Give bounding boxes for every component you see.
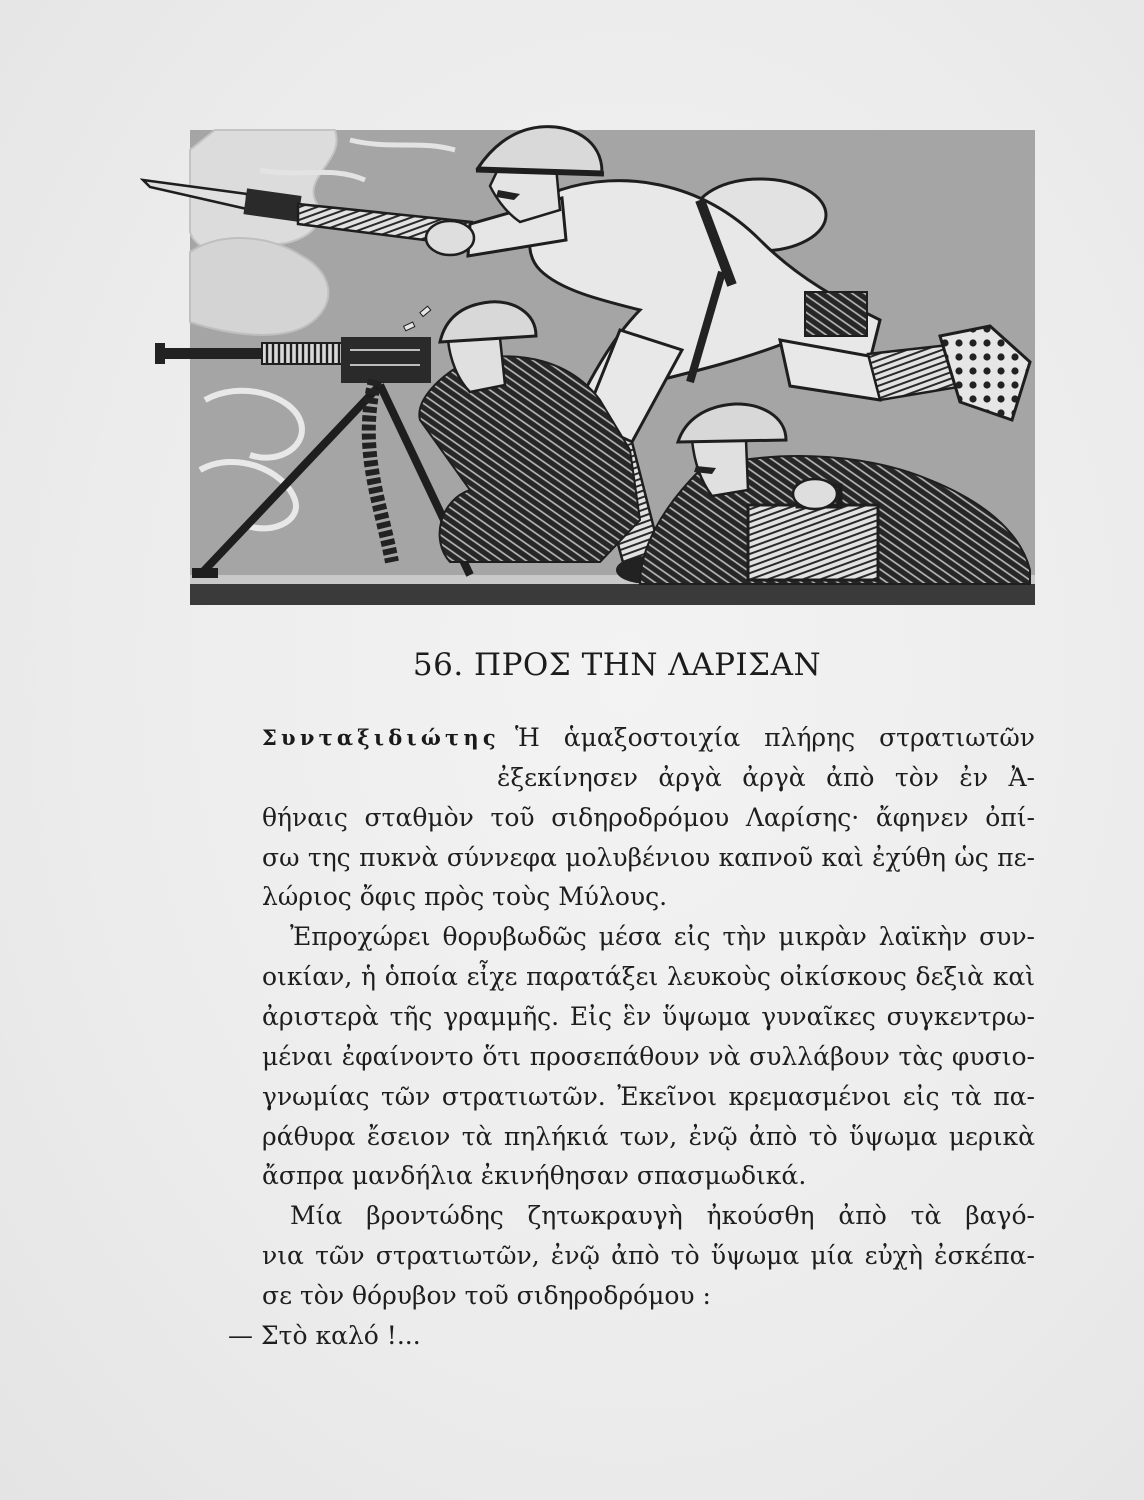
body-line-12: ἄσπρα μανδήλια ἐκινήθησαν σπασμωδικά.	[262, 1161, 807, 1191]
body-line-08: ἀριστερὰ τῆς γραμμῆς. Εἰς ἓν ὕψωμα γυναῖκες συγκεντρω-	[262, 1002, 1035, 1032]
body-line-14: νια τῶν στρατιωτῶν, ἐνῷ ἀπὸ τὸ ὕψωμα μία εὐχὴ ἐσκέπα-	[262, 1241, 1035, 1271]
body-line-10: γνωμίας τῶν στρατιωτῶν. Ἐκεῖνοι κρεμασμένοι εἰς τὰ πα-	[262, 1081, 1035, 1111]
machine-gun-cooling-fins	[262, 343, 344, 364]
body-line-09: μέναι ἐφαίνοντο ὅτι προσεπάθουν νὰ συλλάβουν τὰς φυσιο-	[262, 1041, 1035, 1071]
machine-gun-receiver	[341, 337, 431, 383]
body-line-11: ράθυρα ἔσειον τὰ πηλήκιά των, ἐνῷ ἀπὸ τὸ ὕψωμα μερικὰ	[262, 1121, 1035, 1151]
body-line-07: οικίαν, ἡ ὁποία εἶχε παρατάξει λευκοὺς οἰκίσκους δεξιὰ καὶ	[262, 962, 1035, 992]
ammunition-box	[748, 505, 878, 580]
machine-gun-barrel	[160, 348, 265, 359]
body-line-01: Ἡ ἁμαξοστοιχία πλήρης στρατιωτῶν	[515, 723, 1035, 752]
woodcut-illustration	[140, 125, 1040, 610]
soldier-hand	[426, 221, 474, 255]
body-line-13: Μία βροντώδης ζητωκραυγὴ ἠκούσθη ἀπὸ τὰ βαγό-	[290, 1201, 1035, 1231]
body-line-05: λώριος ὄφις πρὸς τοὺς Μύλους.	[262, 882, 668, 912]
body-line-15: σε τὸν θόρυβον τοῦ σιδηροδρόμου :	[262, 1281, 711, 1311]
ground-strip	[190, 584, 1035, 605]
body-line-16: — Στὸ καλό !...	[228, 1320, 421, 1350]
body-text	[228, 718, 1035, 1356]
chapter-title: 56. ΠΡΟΣ ΤΗΝ ΛΑΡΙΣΑΝ	[412, 647, 822, 683]
author-name: Συνταξιδιώτης	[262, 725, 500, 750]
body-line-04: σω της πυκνὰ σύννεφα μολυβένιου καπνοῦ καὶ ἐχύθη ὡς πε-	[262, 842, 1035, 872]
ammo-pouch	[805, 292, 867, 336]
body-line-02: ἐξεκίνησεν ἀργὰ ἀργὰ ἀπὸ τὸν ἐν Ἀ-	[497, 762, 1035, 792]
tripod-foot	[192, 568, 218, 578]
loader-fist	[793, 479, 837, 509]
body-line-06: Ἐπροχώρει θορυβωδῶς μέσα εἰς τὴν μικρὰν λαϊκὴν συν-	[290, 922, 1035, 952]
body-line-03: θήναις σταθμὸν τοῦ σιδηροδρόμου Λαρίσης· ἄφηνεν ὀπί-	[262, 802, 1035, 832]
